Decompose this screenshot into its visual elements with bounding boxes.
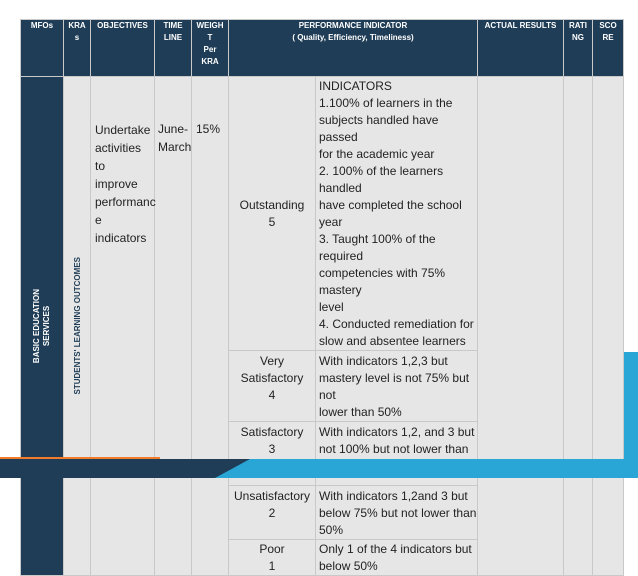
header-score: SCO RE (593, 20, 624, 77)
level-satisfactory: Satisfactory 3 (229, 422, 316, 486)
score-cell (593, 77, 624, 576)
performance-table (20, 19, 624, 576)
level-very-satisfactory: Very Satisfactory 4 (229, 351, 316, 422)
header-rating: RATI NG (564, 20, 593, 77)
actual-results-cell (478, 77, 564, 576)
timeline-cell: June- March (155, 77, 192, 576)
header-objectives: OBJECTIVES (91, 20, 155, 77)
header-actual-results: ACTUAL RESULTS (478, 20, 564, 77)
decor-footer-navy (0, 459, 250, 478)
indicators-satisfactory: With indicators 1,2, and 3 but not 100% but not lower than (316, 422, 478, 486)
header-weight: WEIGH T Per KRA (192, 20, 229, 77)
kra-label: STUDENTS' LEARNING OUTCOMES (72, 257, 82, 395)
header-row (21, 20, 624, 77)
indicators-poor: Only 1 of the 4 indicators but below 50% (316, 540, 478, 576)
weight-cell: 15% (192, 77, 229, 576)
level-outstanding: Outstanding 5 (229, 77, 316, 351)
header-mfos: MFOs (21, 20, 64, 77)
mfo-label: BASIC EDUCATION SERVICES (32, 288, 51, 364)
kra-cell (64, 77, 91, 576)
objective-cell: Undertake activities to improve performanc e indicators (91, 77, 155, 576)
level-poor: Poor 1 (229, 540, 316, 576)
header-kras: KRA s (64, 20, 91, 77)
level-unsatisfactory: Unsatisfactory 2 (229, 486, 316, 540)
rating-cell (564, 77, 593, 576)
indicators-very-satisfactory: With indicators 1,2,3 but mastery level is not 75% but not lower than 50% (316, 351, 478, 422)
mfo-cell (21, 77, 64, 576)
indicators-unsatisfactory: With indicators 1,2and 3 but below 75% but not lower than 50% (316, 486, 478, 540)
indicators-outstanding: INDICATORS 1.100% of learners in the subjects handled have passed for the academic year 2. 100% of the learners handled have completed the school year 3. Taught 100% of the required competencies with 75% mastery level 4. Conducted remediation for slow and absentee learners (316, 77, 478, 351)
header-timeline: TIME LINE (155, 20, 192, 77)
header-performance-indicator: PERFORMANCE INDICATOR ( Quality, Efficiency, Timeliness) (229, 20, 478, 77)
row-outstanding (21, 77, 624, 351)
decor-right-strip (623, 352, 638, 462)
